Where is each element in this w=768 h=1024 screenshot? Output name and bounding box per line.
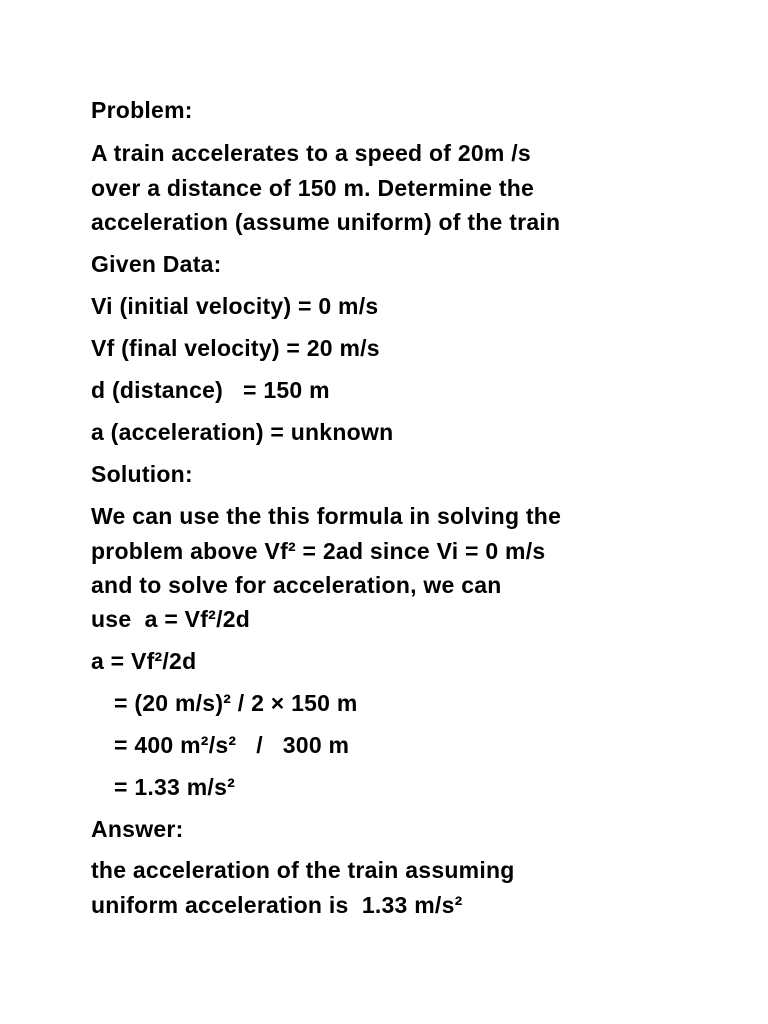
solution-step-2: = 400 m²/s² / 300 m — [114, 732, 350, 758]
solution-line-2: problem above Vf² = 2ad since Vi = 0 m/s — [91, 538, 546, 564]
solution-step-1: = (20 m/s)² / 2 × 150 m — [114, 690, 358, 716]
answer-line-1: the acceleration of the train assuming — [91, 857, 515, 883]
given-acceleration: a (acceleration) = unknown — [91, 419, 394, 445]
solution-formula: a = Vf²/2d — [91, 648, 197, 674]
solution-line-3: and to solve for acceleration, we can — [91, 572, 502, 598]
given-heading: Given Data: — [91, 251, 222, 277]
given-distance: d (distance) = 150 m — [91, 377, 330, 403]
problem-line-2: over a distance of 150 m. Determine the — [91, 175, 535, 201]
answer-line-2: uniform acceleration is 1.33 m/s² — [91, 892, 463, 918]
problem-line-3: acceleration (assume uniform) of the train — [91, 209, 561, 235]
given-initial-velocity: Vi (initial velocity) = 0 m/s — [91, 293, 379, 319]
problem-line-1: A train accelerates to a speed of 20m /s — [91, 140, 531, 166]
solution-line-1: We can use the this formula in solving the — [91, 503, 562, 529]
solution-heading: Solution: — [91, 461, 193, 487]
given-final-velocity: Vf (final velocity) = 20 m/s — [91, 335, 380, 361]
solution-line-4: use a = Vf²/2d — [91, 606, 251, 632]
solution-step-3: = 1.33 m/s² — [114, 774, 236, 800]
answer-heading: Answer: — [91, 816, 184, 842]
problem-heading: Problem: — [91, 97, 193, 123]
